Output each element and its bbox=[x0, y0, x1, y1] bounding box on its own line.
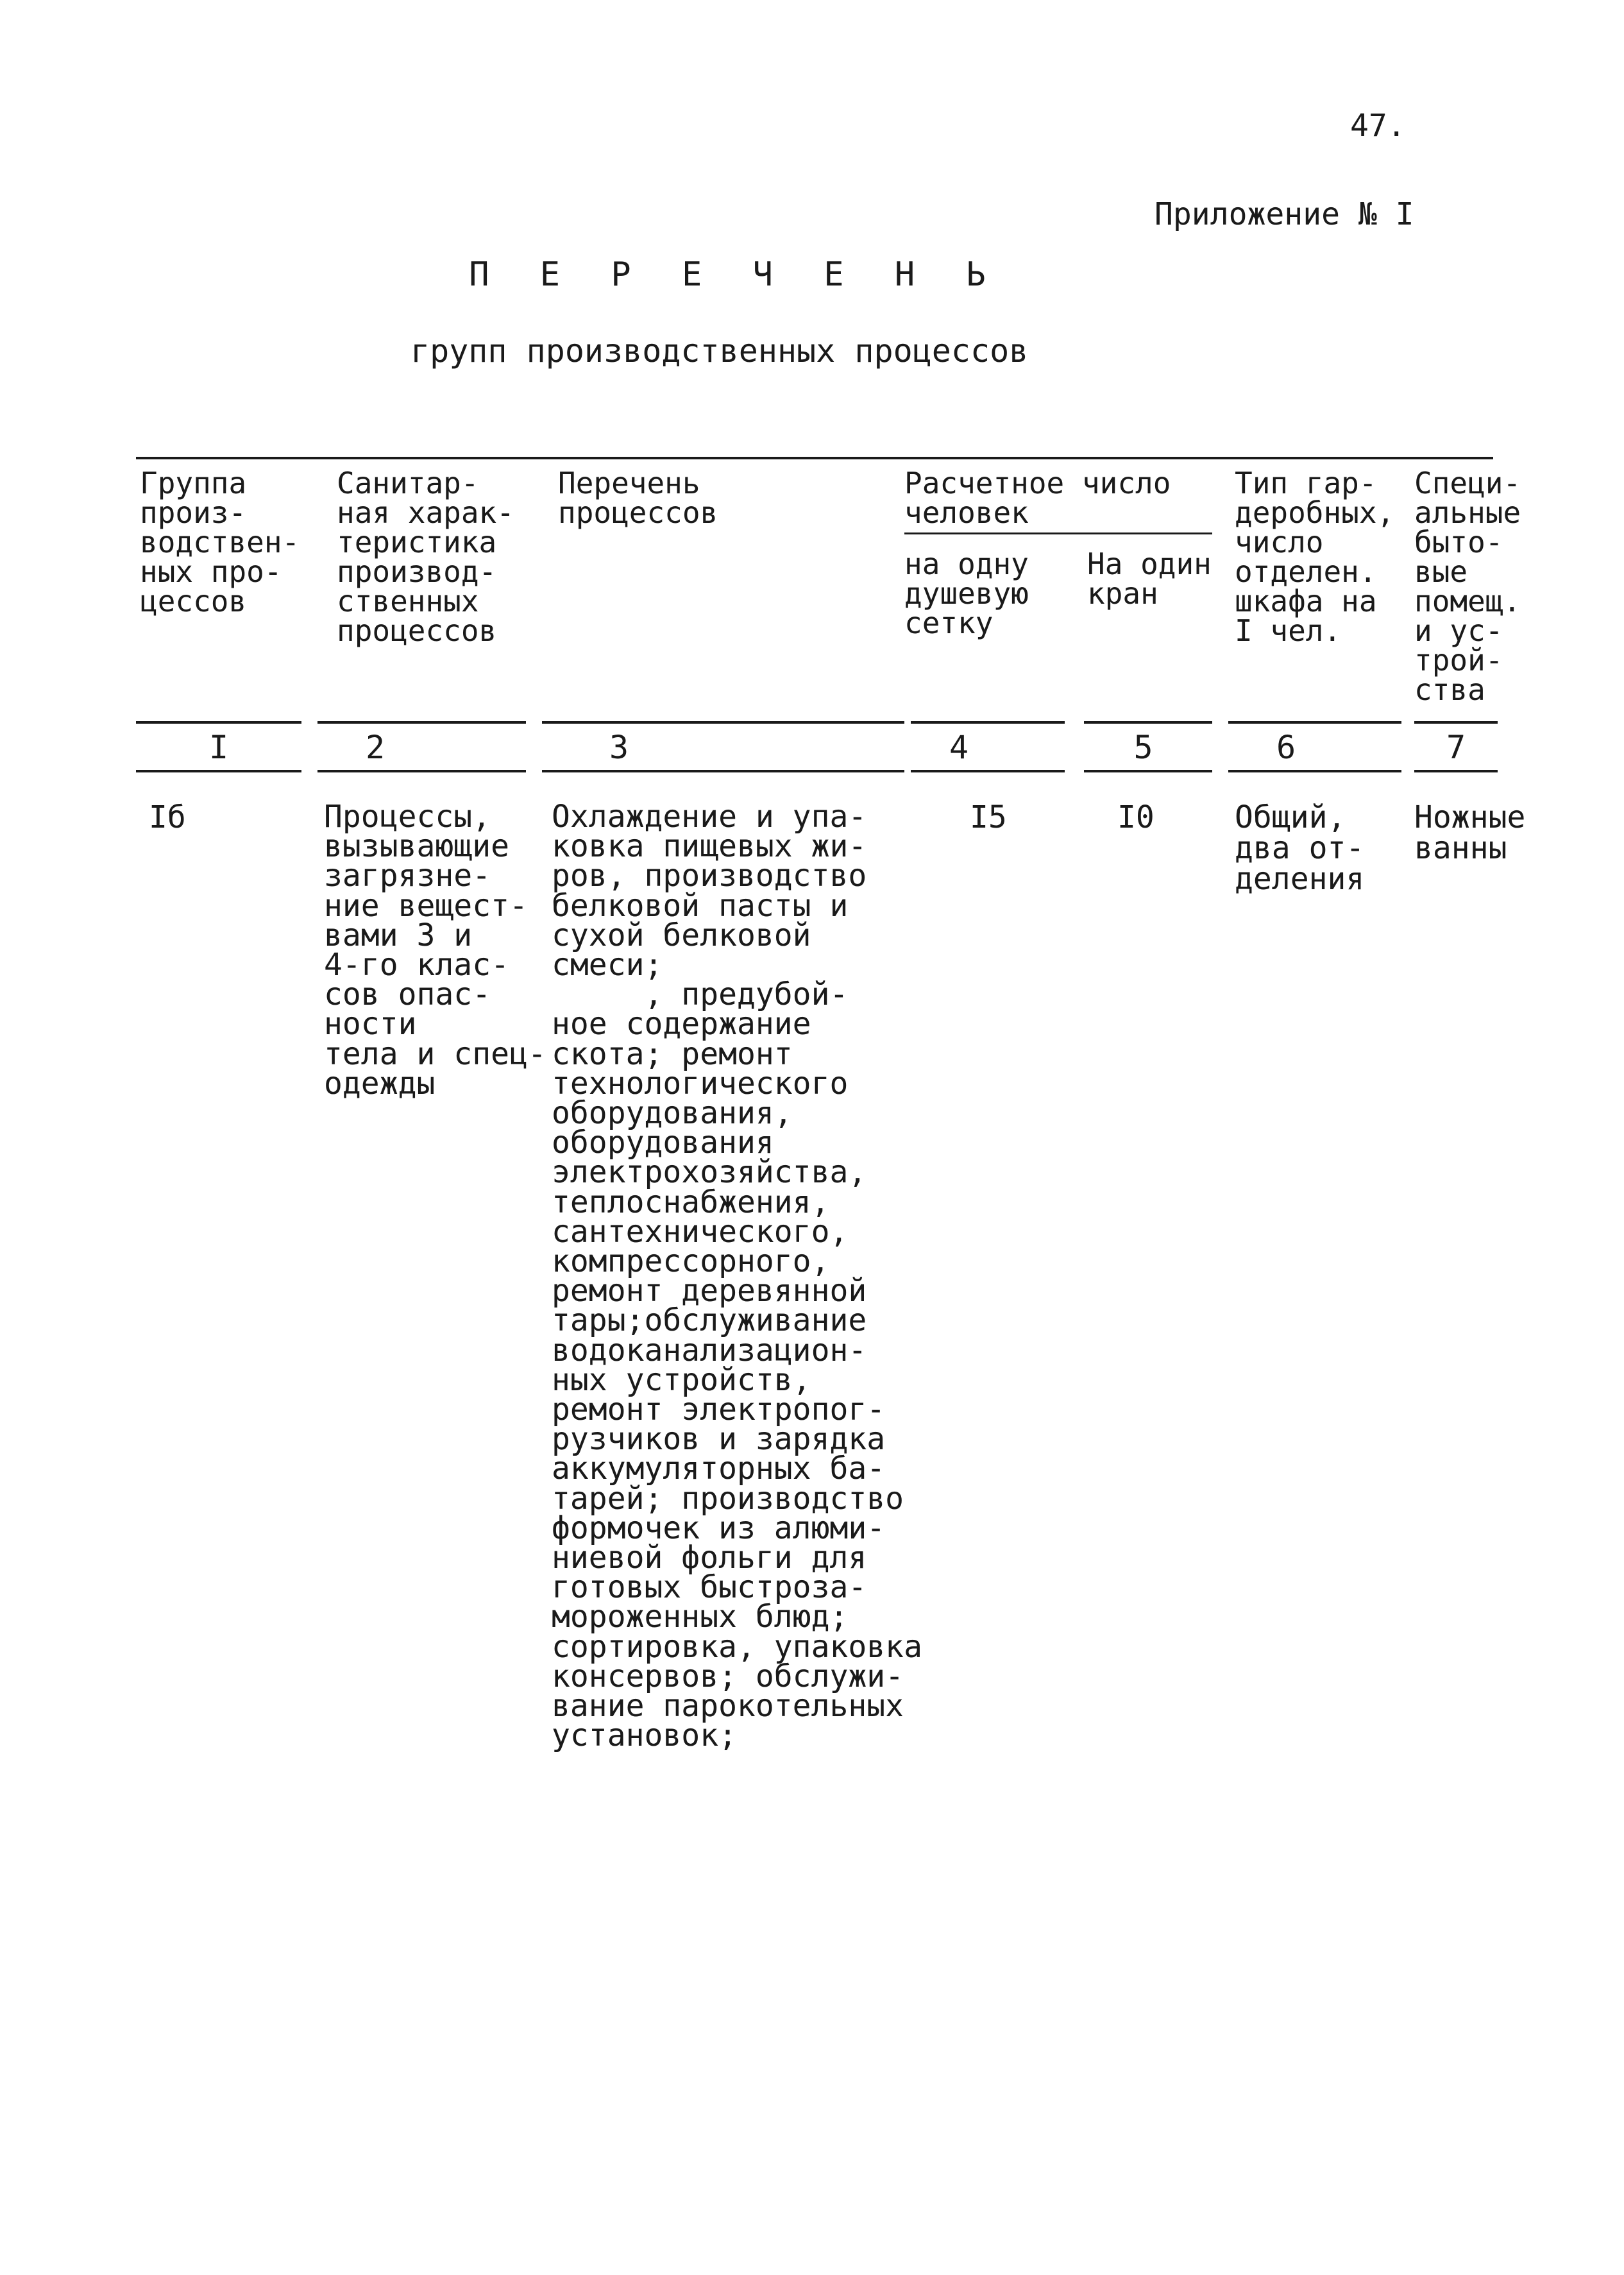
text-line: два от- bbox=[1235, 830, 1365, 866]
header-rule-1 bbox=[136, 721, 301, 724]
text-line: Охлаждение и упа- bbox=[552, 799, 867, 835]
text-line: трой- bbox=[1414, 643, 1503, 677]
text-line: формочек из алюми- bbox=[552, 1510, 886, 1546]
text-line: 4-го клас- bbox=[324, 947, 509, 984]
text-line: ства bbox=[1414, 672, 1485, 707]
header-processes bbox=[558, 466, 718, 530]
text-line: деробных, bbox=[1235, 495, 1395, 530]
text-line: тарей; производство bbox=[552, 1480, 904, 1517]
number-rule-4 bbox=[911, 770, 1065, 772]
text-line: оборудования bbox=[552, 1125, 774, 1161]
text-line: ных устройств, bbox=[552, 1361, 811, 1398]
text-line: оборудования, bbox=[552, 1095, 793, 1132]
text-line: Процессы, bbox=[324, 799, 491, 835]
column-number-2: 2 bbox=[365, 729, 385, 766]
text-line: производ- bbox=[337, 554, 497, 589]
text-line: ниевой фольги для bbox=[552, 1540, 867, 1576]
header-group bbox=[140, 468, 300, 616]
text-line: аккумуляторных ба- bbox=[552, 1451, 886, 1487]
text-line: быто- bbox=[1414, 525, 1503, 559]
text-line: ное содержание bbox=[552, 1006, 811, 1043]
text-line: технологического bbox=[552, 1065, 849, 1102]
text-line: на одну bbox=[904, 547, 1029, 581]
text-line: рузчиков и зарядка bbox=[552, 1421, 886, 1458]
text-line: скота; ремонт bbox=[552, 1035, 793, 1072]
text-line: процессов bbox=[558, 495, 718, 530]
text-line: Перечень bbox=[558, 466, 700, 500]
text-line: альные bbox=[1414, 495, 1521, 530]
text-line: электрохозяйства, bbox=[552, 1154, 867, 1191]
header-rule-5 bbox=[1084, 721, 1212, 724]
text-line: вызывающие bbox=[324, 828, 509, 865]
header-special bbox=[1414, 466, 1521, 707]
text-line: теристика bbox=[337, 525, 497, 559]
text-line: Группа bbox=[140, 466, 247, 500]
text-line: Санитар- bbox=[337, 466, 479, 500]
text-line: одежды bbox=[324, 1065, 436, 1102]
text-line: готовых быстроза- bbox=[552, 1569, 867, 1606]
text-line: тела и спец- bbox=[324, 1035, 546, 1072]
text-line: произ- bbox=[140, 495, 247, 530]
number-rule-1 bbox=[136, 770, 301, 772]
text-line: загрязне- bbox=[324, 858, 491, 894]
number-rule-3 bbox=[542, 770, 904, 772]
header-rule-4 bbox=[911, 721, 1065, 724]
row-sanitary bbox=[324, 799, 546, 1102]
text-line: помещ. bbox=[1414, 584, 1521, 618]
header-rule-2 bbox=[317, 721, 526, 724]
text-line: душевую bbox=[904, 576, 1029, 611]
text-line: ремонт электропог- bbox=[552, 1392, 886, 1428]
page-number: 47. bbox=[1350, 108, 1406, 144]
row-wardrobe bbox=[1235, 799, 1365, 897]
text-line: и ус- bbox=[1414, 613, 1503, 648]
header-estimated-underline bbox=[904, 533, 1212, 534]
document-subtitle: групп производственных процессов bbox=[410, 332, 1029, 370]
text-line: водствен- bbox=[140, 525, 300, 559]
text-line: ных про- bbox=[140, 554, 282, 589]
text-line: процессов bbox=[337, 613, 497, 648]
text-line: ванны bbox=[1414, 830, 1507, 866]
row-per-shower: I5 bbox=[970, 799, 1007, 835]
row-special bbox=[1414, 799, 1526, 866]
text-line: установок; bbox=[552, 1717, 737, 1754]
text-line: вые bbox=[1414, 554, 1468, 589]
text-line: ственных bbox=[337, 584, 479, 618]
text-line: сов опас- bbox=[324, 976, 491, 1013]
header-rule-3 bbox=[542, 721, 904, 724]
text-line: смеси; bbox=[552, 947, 663, 984]
text-line: число bbox=[1235, 525, 1324, 559]
header-per-tap bbox=[1087, 547, 1212, 611]
text-line: ности bbox=[324, 1006, 417, 1043]
row-per-tap: I0 bbox=[1117, 799, 1155, 835]
number-rule-5 bbox=[1084, 770, 1212, 772]
text-line: белковой пасты и bbox=[552, 887, 849, 924]
header-sanitary bbox=[337, 466, 514, 648]
text-line: Общий, bbox=[1235, 799, 1346, 835]
text-line: ковка пищевых жи- bbox=[552, 828, 867, 865]
column-number-7: 7 bbox=[1446, 729, 1466, 766]
text-line: шкафа на bbox=[1235, 584, 1377, 618]
text-line: сетку bbox=[904, 606, 994, 640]
number-rule-6 bbox=[1228, 770, 1401, 772]
header-per-shower bbox=[904, 549, 1029, 638]
text-line: деления bbox=[1235, 861, 1365, 897]
text-line: компрессорного, bbox=[552, 1243, 830, 1280]
text-line: I чел. bbox=[1235, 613, 1342, 648]
text-line: сухой белковой bbox=[552, 917, 811, 953]
row-processes bbox=[552, 799, 922, 1754]
header-wardrobe bbox=[1235, 466, 1395, 648]
text-line: кран bbox=[1087, 576, 1158, 611]
document-title bbox=[0, 255, 1624, 294]
text-line: Тип гар- bbox=[1235, 466, 1377, 500]
number-rule-2 bbox=[317, 770, 526, 772]
text-line: консервов; обслужи- bbox=[552, 1658, 904, 1694]
text-line: ремонт деревянной bbox=[552, 1273, 867, 1309]
text-line: сортировка, упаковка bbox=[552, 1628, 922, 1665]
text-line: ров, производство bbox=[552, 858, 867, 894]
text-line: человек bbox=[904, 495, 1029, 530]
row-group: Iб bbox=[149, 799, 186, 835]
text-line: Специ- bbox=[1414, 466, 1521, 500]
text-line: Расчетное число bbox=[904, 466, 1171, 500]
text-line: Ножные bbox=[1414, 799, 1526, 835]
appendix-label: Приложение № I bbox=[1155, 196, 1414, 232]
text-line: отделен. bbox=[1235, 554, 1377, 589]
text-line: водоканализацион- bbox=[552, 1332, 867, 1368]
header-rule-6 bbox=[1228, 721, 1401, 724]
column-number-1: I bbox=[208, 729, 229, 766]
number-rule-7 bbox=[1414, 770, 1498, 772]
text-line: тары;обслуживание bbox=[552, 1302, 867, 1339]
header-rule-7 bbox=[1414, 721, 1498, 724]
text-line: ние вещест- bbox=[324, 887, 528, 924]
text-line: , предубой- bbox=[552, 976, 849, 1013]
text-line: теплоснабжения, bbox=[552, 1184, 830, 1220]
table-top-rule bbox=[136, 457, 1493, 459]
text-line: цессов bbox=[140, 584, 247, 618]
text-line: ная харак- bbox=[337, 495, 514, 530]
document-title-text: П Е Р Е Ч Е Н Ь bbox=[469, 255, 1001, 294]
column-number-6: 6 bbox=[1276, 729, 1296, 766]
column-number-3: 3 bbox=[609, 729, 629, 766]
column-number-5: 5 bbox=[1133, 729, 1153, 766]
text-line: сантехнического, bbox=[552, 1213, 849, 1250]
text-line: вание парокотельных bbox=[552, 1688, 904, 1725]
text-line: мороженных блюд; bbox=[552, 1599, 849, 1635]
header-estimated-count bbox=[904, 466, 1171, 530]
text-line: вами 3 и bbox=[324, 917, 473, 953]
column-number-4: 4 bbox=[949, 729, 969, 766]
text-line: На один bbox=[1087, 547, 1212, 581]
